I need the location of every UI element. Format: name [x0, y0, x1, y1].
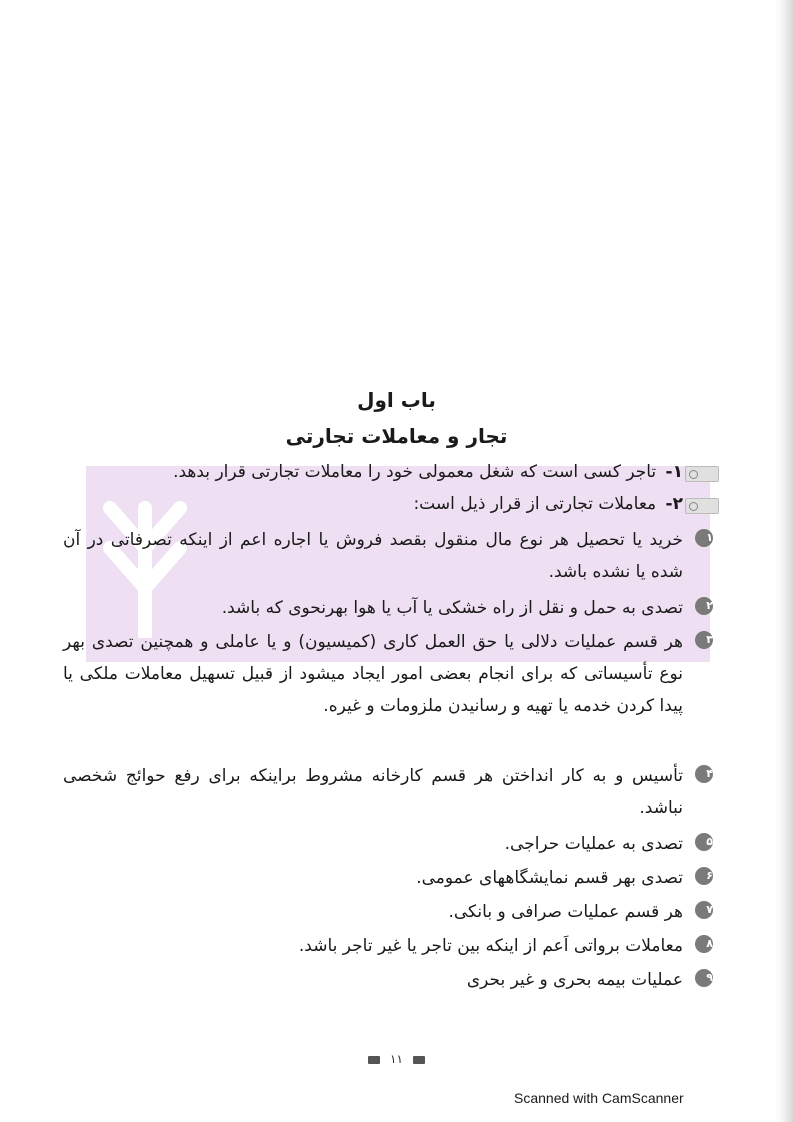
footer-ornament-icon	[413, 1056, 425, 1064]
item-number-badge: ۲	[695, 597, 713, 615]
chapter-title: تجار و معاملات تجارتی	[285, 424, 508, 448]
footer-ornament-icon	[368, 1056, 380, 1064]
article-text: معاملات تجارتی از قرار ذیل است:	[413, 494, 657, 514]
item-text: معاملات برواتی اَعم از اینکه بین تاجر یا غیر تاجر باشد.	[298, 936, 683, 956]
item-text: هر قسم عملیات دلالی یا حق العمل کاری (کمیسیون) و یا عاملی و همچنین تصدی بهر نوع تأسیساتی که برای انجام بعضی امور ایجاد میشود از قبیل تسهیل معاملات ملکی یا پیدا کردن خدمه یا تهیه و رسانیدن ملزومات و غیره.	[63, 632, 683, 716]
item-number-badge: ۶	[695, 867, 713, 885]
article-badge-icon	[685, 498, 719, 514]
page-footer	[0, 1052, 793, 1066]
item-text: تأسیس و به کار انداختن هر قسم کارخانه مشروط براینکه برای رفع حوائج شخصی نباشد.	[63, 766, 683, 818]
list-item	[63, 626, 713, 722]
scan-shadow-edge	[775, 0, 793, 1122]
list-item	[63, 828, 713, 860]
item-number-badge: ۷	[695, 901, 713, 919]
item-text: تصدی به عملیات حراجی.	[504, 834, 683, 854]
item-number-badge: ۹	[695, 969, 713, 987]
list-item	[63, 896, 713, 928]
item-text: خرید یا تحصیل هر نوع مال منقول بقصد فروش یا اجاره اعم از اینکه تصرفاتی در آن شده یا نشده باشد.	[63, 530, 683, 582]
article-2	[73, 494, 683, 514]
list-item	[63, 524, 713, 588]
list-item	[63, 964, 713, 996]
item-text: هر قسم عملیات صرافی و بانکی.	[448, 902, 683, 922]
item-number-badge: ۸	[695, 935, 713, 953]
list-item	[63, 760, 713, 824]
chapter-number: باب اول	[357, 388, 436, 412]
list-item	[63, 862, 713, 894]
item-text: تصدی به حمل و نقل از راه خشکی یا آب یا هوا بهرنحوی که باشد.	[221, 598, 683, 618]
article-number: ۱-	[665, 462, 683, 482]
list-item	[63, 592, 713, 624]
item-text: عملیات بیمه بحری و غیر بحری	[466, 970, 683, 990]
article-text: تاجر کسی است که شغل معمولی خود را معاملات تجارتی قرار بدهد.	[173, 462, 657, 482]
list-item	[63, 930, 713, 962]
article-badge-icon	[685, 466, 719, 482]
page-number: ۱۱	[390, 1052, 403, 1066]
item-number-badge: ۴	[695, 765, 713, 783]
item-number-badge: ۱	[695, 529, 713, 547]
article-number: ۲-	[665, 494, 683, 514]
item-number-badge: ۵	[695, 833, 713, 851]
item-number-badge: ۳	[695, 631, 713, 649]
scanner-watermark-text: Scanned with CamScanner	[514, 1090, 684, 1106]
article-1	[73, 462, 683, 482]
item-text: تصدی بهر قسم نمایشگاههای عمومی.	[416, 868, 683, 888]
